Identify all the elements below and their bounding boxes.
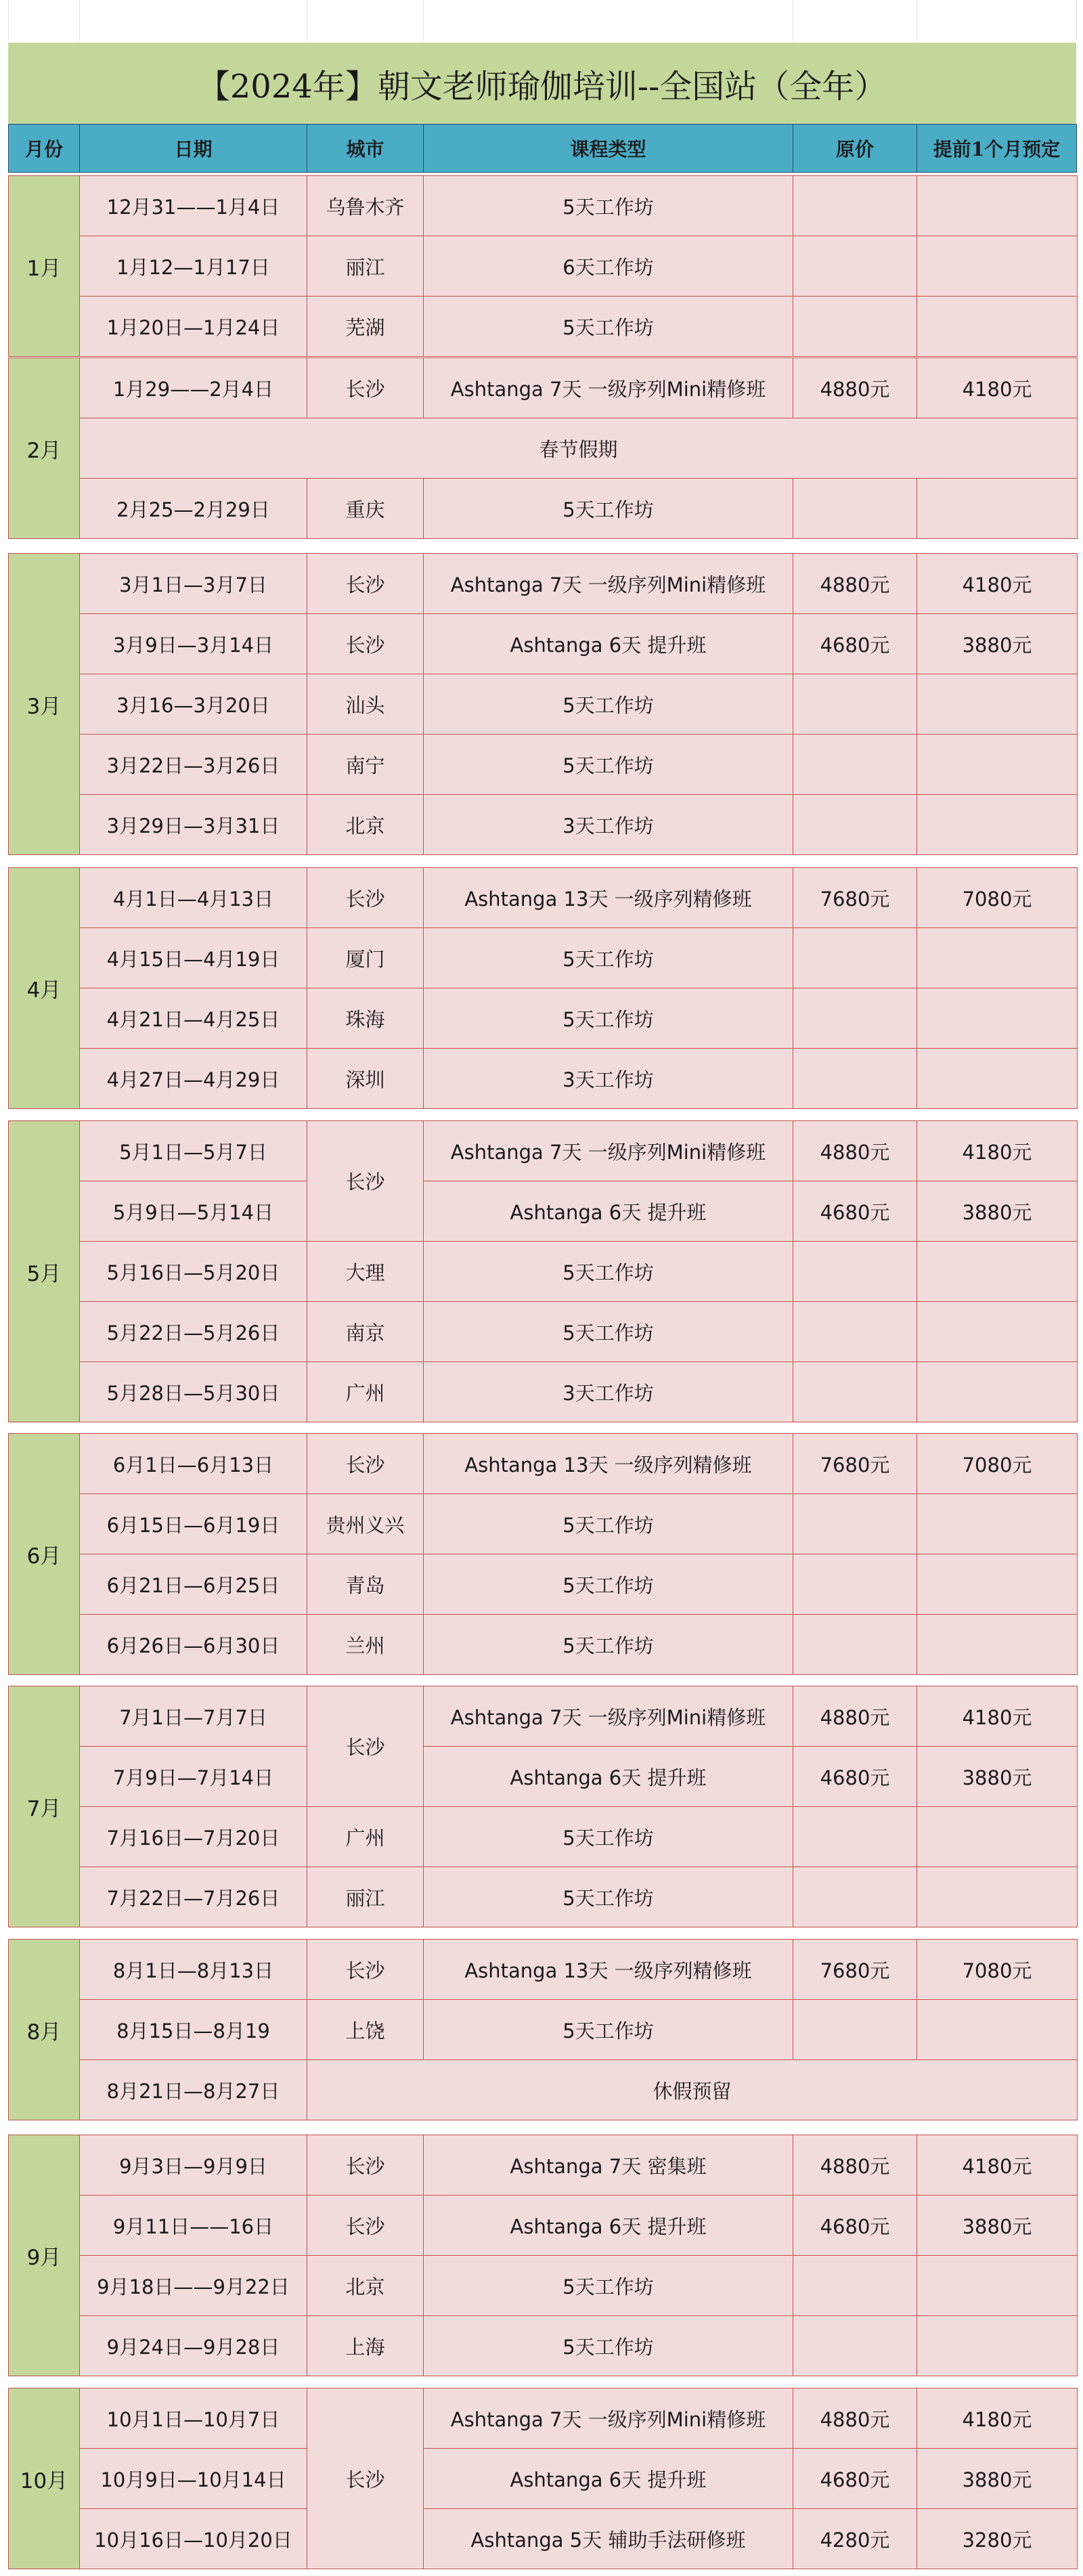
date-cell: 9月3日—9月9日 [79,2135,307,2196]
course-cell: 3天工作坊 [423,1048,793,1109]
early-price-cell: 4180元 [916,357,1078,418]
city-cell: 广州 [307,1361,424,1422]
early-price-cell: 4180元 [916,2388,1078,2449]
city-cell: 珠海 [307,988,424,1049]
date-cell: 10月16日—10月20日 [79,2508,307,2569]
price-cell: 4680元 [793,2195,917,2256]
city-cell: 广州 [307,1806,424,1867]
city-cell: 长沙 [307,553,424,614]
early-price-cell [916,1361,1078,1422]
date-cell: 4月15日—4月19日 [79,927,307,988]
header-month: 月份 [8,124,80,173]
date-cell: 5月28日—5月30日 [79,1361,307,1422]
date-cell: 5月1日—5月7日 [79,1120,307,1181]
early-price-cell: 7080元 [916,1939,1078,2000]
early-price-cell [916,478,1078,539]
price-cell: 4880元 [793,2388,917,2449]
city-cell: 南宁 [307,734,424,795]
early-price-cell: 7080元 [916,1433,1078,1494]
course-cell: 5天工作坊 [423,927,793,988]
course-cell: 5天工作坊 [423,1806,793,1867]
early-price-cell: 3880元 [916,2448,1078,2509]
date-cell: 3月1日—3月7日 [79,553,307,614]
price-cell [793,794,917,855]
city-cell: 青岛 [307,1554,424,1615]
price-cell [793,2255,917,2316]
early-price-cell [916,1999,1078,2060]
date-cell: 9月18日——9月22日 [79,2255,307,2316]
city-cell: 厦门 [307,927,424,988]
date-cell: 6月26日—6月30日 [79,1614,307,1675]
city-cell: 长沙 [307,357,424,418]
price-cell [793,2315,917,2376]
early-price-cell: 3880元 [916,613,1078,674]
header-early-price: 提前1个月预定 [916,124,1077,173]
course-cell: Ashtanga 7天 密集班 [423,2135,793,2196]
month-label: 10月 [8,2388,80,2569]
sheet-gridline [916,0,917,41]
price-cell [793,1866,917,1927]
course-cell: Ashtanga 6天 提升班 [423,2448,793,2509]
price-cell: 4880元 [793,2135,917,2196]
date-cell: 1月20日—1月24日 [79,296,307,357]
month-label: 6月 [8,1433,80,1675]
course-cell: Ashtanga 7天 一级序列Mini精修班 [423,357,793,418]
course-cell: 5天工作坊 [423,734,793,795]
date-cell: 8月15日—8月19 [79,1999,307,2060]
early-price-cell: 4180元 [916,553,1078,614]
course-cell: 5天工作坊 [423,296,793,357]
course-cell: Ashtanga 6天 提升班 [423,1746,793,1807]
city-cell: 重庆 [307,478,424,539]
date-cell: 6月1日—6月13日 [79,1433,307,1494]
price-cell: 4680元 [793,2448,917,2509]
city-cell: 兰州 [307,1614,424,1675]
date-cell: 5月16日—5月20日 [79,1241,307,1302]
date-cell: 6月21日—6月25日 [79,1554,307,1615]
city-cell: 深圳 [307,1048,424,1109]
course-cell: Ashtanga 7天 一级序列Mini精修班 [423,2388,793,2449]
price-cell [793,1554,917,1615]
date-cell: 4月21日—4月25日 [79,988,307,1049]
price-cell [793,1048,917,1109]
course-cell: 5天工作坊 [423,1999,793,2060]
course-cell: Ashtanga 13天 一级序列精修班 [423,1939,793,2000]
course-cell: 5天工作坊 [423,175,793,236]
course-cell: Ashtanga 13天 一级序列精修班 [423,1433,793,1494]
course-cell: 5天工作坊 [423,2315,793,2376]
city-cell: 北京 [307,794,424,855]
date-cell: 10月1日—10月7日 [79,2388,307,2449]
course-cell: Ashtanga 13天 一级序列精修班 [423,867,793,928]
price-cell: 4880元 [793,1120,917,1181]
price-cell [793,1999,917,2060]
early-price-cell: 4180元 [916,1686,1078,1747]
header-course: 课程类型 [423,124,793,173]
city-cell: 长沙 [307,613,424,674]
city-cell: 长沙 [307,867,424,928]
date-cell: 7月22日—7月26日 [79,1866,307,1927]
price-cell: 4680元 [793,1181,917,1242]
early-price-cell: 4180元 [916,1120,1078,1181]
course-cell: 3天工作坊 [423,1361,793,1422]
date-cell: 2月25—2月29日 [79,478,307,539]
date-cell: 1月12—1月17日 [79,236,307,297]
price-cell [793,1361,917,1422]
course-cell: 6天工作坊 [423,236,793,297]
city-cell: 长沙 [307,1433,424,1494]
month-label: 1月 [8,175,80,357]
early-price-cell [916,236,1078,297]
header-price: 原价 [793,124,917,173]
price-cell [793,734,917,795]
price-cell [793,236,917,297]
price-cell: 4680元 [793,1746,917,1807]
month-label: 4月 [8,867,80,1109]
month-label: 9月 [8,2135,80,2376]
city-cell: 丽江 [307,1866,424,1927]
date-cell: 5月22日—5月26日 [79,1301,307,1362]
early-price-cell: 3880元 [916,1746,1078,1807]
date-cell: 12月31——1月4日 [79,175,307,236]
early-price-cell [916,2255,1078,2316]
course-cell: 5天工作坊 [423,1241,793,1302]
city-cell: 长沙 [307,1120,424,1242]
price-cell [793,927,917,988]
sheet-gridline [8,0,9,41]
course-cell: 5天工作坊 [423,1493,793,1554]
course-cell: Ashtanga 7天 一级序列Mini精修班 [423,1120,793,1181]
early-price-cell [916,1866,1078,1927]
price-cell [793,988,917,1049]
city-cell: 南京 [307,1301,424,1362]
date-cell: 8月1日—8月13日 [79,1939,307,2000]
sheet-gridline [79,0,80,41]
early-price-cell: 4180元 [916,2135,1078,2196]
early-price-cell [916,1301,1078,1362]
price-cell: 4880元 [793,553,917,614]
city-cell: 丽江 [307,236,424,297]
course-cell: 5天工作坊 [423,1554,793,1615]
early-price-cell [916,1614,1078,1675]
schedule-title: 【2024年】朝文老师瑜伽培训--全国站（全年） [8,43,1076,124]
date-cell: 10月9日—10月14日 [79,2448,307,2509]
early-price-cell [916,734,1078,795]
header-date: 日期 [79,124,307,173]
course-cell: Ashtanga 7天 一级序列Mini精修班 [423,553,793,614]
early-price-cell [916,1241,1078,1302]
city-cell: 长沙 [307,2388,424,2569]
price-cell: 7680元 [793,1433,917,1494]
early-price-cell: 3880元 [916,2195,1078,2256]
month-label: 5月 [8,1120,80,1422]
date-cell: 1月29——2月4日 [79,357,307,418]
month-label: 3月 [8,553,80,855]
early-price-cell: 3280元 [916,2508,1078,2569]
date-cell: 7月1日—7月7日 [79,1686,307,1747]
course-cell: Ashtanga 6天 提升班 [423,2195,793,2256]
date-cell: 3月9日—3月14日 [79,613,307,674]
course-cell: 5天工作坊 [423,478,793,539]
early-price-cell: 3880元 [916,1181,1078,1242]
month-label: 7月 [8,1686,80,1927]
sheet-gridline [1076,0,1077,41]
early-price-cell [916,1048,1078,1109]
date-cell: 3月29日—3月31日 [79,794,307,855]
early-price-cell [916,2315,1078,2376]
date-cell: 3月16—3月20日 [79,674,307,735]
price-cell [793,1493,917,1554]
date-cell: 7月16日—7月20日 [79,1806,307,1867]
course-cell: 5天工作坊 [423,988,793,1049]
month-label: 8月 [8,1939,80,2120]
price-cell: 4880元 [793,357,917,418]
city-cell: 芜湖 [307,296,424,357]
early-price-cell: 7080元 [916,867,1078,928]
header-city: 城市 [307,124,424,173]
sheet-gridline [423,0,424,41]
date-cell: 4月27日—4月29日 [79,1048,307,1109]
date-cell: 7月9日—7月14日 [79,1746,307,1807]
early-price-cell [916,296,1078,357]
reserved-note: 休假预留 [307,2059,1078,2120]
course-cell: 5天工作坊 [423,1301,793,1362]
course-cell: Ashtanga 6天 提升班 [423,1181,793,1242]
city-cell: 上饶 [307,1999,424,2060]
price-cell: 4280元 [793,2508,917,2569]
price-cell: 4880元 [793,1686,917,1747]
date-cell: 8月21日—8月27日 [79,2059,307,2120]
course-cell: 5天工作坊 [423,1866,793,1927]
city-cell: 长沙 [307,1686,424,1807]
price-cell [793,1301,917,1362]
course-cell: Ashtanga 6天 提升班 [423,613,793,674]
price-cell [793,296,917,357]
price-cell [793,674,917,735]
price-cell: 7680元 [793,867,917,928]
price-cell [793,1614,917,1675]
date-cell: 3月22日—3月26日 [79,734,307,795]
early-price-cell [916,988,1078,1049]
course-cell: 5天工作坊 [423,2255,793,2316]
early-price-cell [916,1554,1078,1615]
date-cell: 5月9日—5月14日 [79,1181,307,1242]
price-cell [793,1806,917,1867]
city-cell: 长沙 [307,1939,424,2000]
city-cell: 北京 [307,2255,424,2316]
early-price-cell [916,674,1078,735]
early-price-cell [916,1493,1078,1554]
date-cell: 9月11日——16日 [79,2195,307,2256]
price-cell [793,1241,917,1302]
course-cell: Ashtanga 7天 一级序列Mini精修班 [423,1686,793,1747]
course-cell: 3天工作坊 [423,794,793,855]
city-cell: 贵州义兴 [307,1493,424,1554]
city-cell: 汕头 [307,674,424,735]
price-cell: 4680元 [793,613,917,674]
city-cell: 长沙 [307,2135,424,2196]
course-cell: 5天工作坊 [423,674,793,735]
price-cell: 7680元 [793,1939,917,2000]
early-price-cell [916,927,1078,988]
month-label: 2月 [8,357,80,539]
city-cell: 长沙 [307,2195,424,2256]
price-cell [793,478,917,539]
city-cell: 上海 [307,2315,424,2376]
course-cell: 5天工作坊 [423,1614,793,1675]
city-cell: 大理 [307,1241,424,1302]
date-cell: 4月1日—4月13日 [79,867,307,928]
city-cell: 乌鲁木齐 [307,175,424,236]
early-price-cell [916,175,1078,236]
date-cell: 6月15日—6月19日 [79,1493,307,1554]
early-price-cell [916,1806,1078,1867]
early-price-cell [916,794,1078,855]
price-cell [793,175,917,236]
holiday-note: 春节假期 [79,418,1078,479]
date-cell: 9月24日—9月28日 [79,2315,307,2376]
course-cell: Ashtanga 5天 辅助手法研修班 [423,2508,793,2569]
